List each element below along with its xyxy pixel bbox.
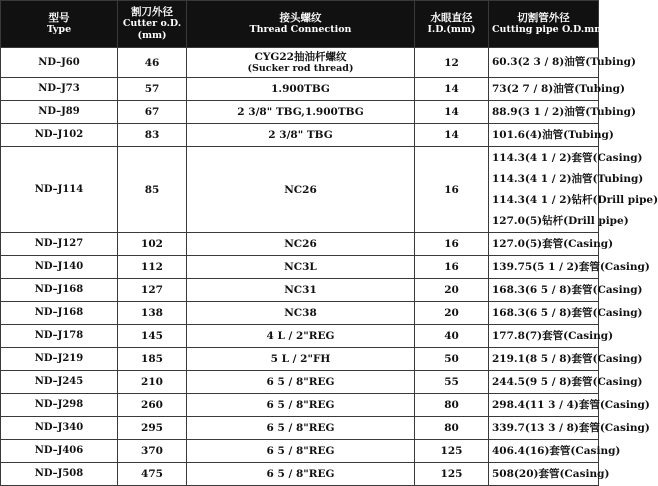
cutter-od-cell: 67	[118, 101, 187, 124]
pipe-line: 88.9(3 1 / 2)油管(Tubing)	[492, 105, 636, 118]
pipe-line: 244.5(9 5 / 8)套管(Casing)	[492, 375, 643, 388]
cutter-od-cell: 112	[118, 256, 187, 279]
cutter-od-cell: 370	[118, 440, 187, 463]
table-row	[1, 279, 599, 302]
cutting-pipe-cell	[489, 233, 614, 256]
thread-cell	[187, 101, 415, 124]
bore-cell: 16	[415, 256, 489, 279]
pipe-line: 114.3(4 1 / 2)钻杆(Drill pipe)	[492, 193, 658, 206]
model-cell: ND–J340	[1, 417, 118, 440]
cutter-od-cell: 185	[118, 348, 187, 371]
bore-cell: 20	[415, 302, 489, 325]
bore-cell: 14	[415, 124, 489, 147]
cutter-od-cell: 138	[118, 302, 187, 325]
header-cutter-od: 割刀外径 Cutter o.D. (mm)	[118, 1, 187, 48]
bore-cell: 50	[415, 348, 489, 371]
table-row	[1, 417, 599, 440]
pipe-line: 406.4(16)套管(Casing)	[492, 444, 621, 457]
bore-cell: 12	[415, 48, 489, 78]
cutting-pipe-cell	[489, 463, 610, 486]
thread-line: 6 5 / 8"REG	[266, 399, 335, 411]
pipe-line: 73(2 7 / 8)油管(Tubing)	[492, 82, 625, 95]
thread-cell	[187, 440, 415, 463]
pipe-line: 127.0(5)套管(Casing)	[492, 237, 614, 250]
thread-line: NC26	[284, 183, 317, 196]
cutting-pipe-cell	[489, 279, 643, 302]
cutter-od-cell: 85	[118, 147, 187, 233]
table-row	[1, 101, 599, 124]
cutting-pipe-cell	[489, 394, 650, 417]
cutting-pipe-cell	[489, 147, 658, 233]
table-row	[1, 325, 599, 348]
thread-cell	[187, 279, 415, 302]
cutting-pipe-cell	[489, 348, 643, 371]
pipe-line: 508(20)套管(Casing)	[492, 467, 610, 480]
thread-line: 4 L / 2"REG	[266, 330, 335, 342]
model-cell: ND–J178	[1, 325, 118, 348]
thread-cell	[187, 256, 415, 279]
pipe-line: 168.3(6 5 / 8)套管(Casing)	[492, 306, 643, 319]
table-row	[1, 124, 599, 147]
table-row	[1, 233, 599, 256]
bore-cell: 80	[415, 417, 489, 440]
bore-cell: 40	[415, 325, 489, 348]
bore-cell: 14	[415, 101, 489, 124]
bore-cell: 20	[415, 279, 489, 302]
cutting-pipe-cell	[489, 302, 643, 325]
thread-cell	[187, 124, 415, 147]
thread-cell	[187, 147, 415, 233]
table-row	[1, 394, 599, 417]
thread-line: 1.900TBG	[271, 83, 330, 95]
thread-line: 2 3/8" TBG,1.900TBG	[237, 106, 364, 118]
thread-line: NC3L	[284, 261, 317, 273]
cutter-od-cell: 260	[118, 394, 187, 417]
thread-line: NC38	[284, 307, 317, 319]
model-cell: ND–J114	[1, 147, 118, 233]
model-cell: ND–J219	[1, 348, 118, 371]
model-cell: ND–J168	[1, 302, 118, 325]
cutter-od-cell: 210	[118, 371, 187, 394]
thread-cell	[187, 348, 415, 371]
model-cell: ND–J140	[1, 256, 118, 279]
cutting-pipe-cell	[489, 417, 650, 440]
cutting-pipe-cell	[489, 325, 614, 348]
pipe-line: 60.3(2 3 / 8)油管(Tubing)	[492, 56, 636, 68]
table-row	[1, 256, 599, 279]
bore-cell: 16	[415, 233, 489, 256]
thread-line: (Sucker rod thread)	[247, 62, 354, 74]
thread-line: 6 5 / 8"REG	[266, 445, 335, 457]
model-cell: ND–J508	[1, 463, 118, 486]
thread-line: NC26	[284, 238, 317, 250]
cutting-pipe-cell	[489, 256, 650, 279]
thread-line: 2 3/8" TBG	[268, 129, 333, 141]
bore-cell: 125	[415, 463, 489, 486]
thread-cell	[187, 417, 415, 440]
bore-cell: 125	[415, 440, 489, 463]
model-cell: ND–J73	[1, 78, 118, 101]
table-row	[1, 302, 599, 325]
model-cell: ND–J102	[1, 124, 118, 147]
pipe-line: 127.0(5)钻杆(Drill pipe)	[492, 214, 629, 227]
pipe-line: 219.1(8 5 / 8)套管(Casing)	[492, 352, 643, 365]
header-model: 型号 Type	[1, 1, 118, 48]
pipe-line: 114.3(4 1 / 2)油管(Tubing)	[492, 172, 644, 185]
cutting-pipe-cell	[489, 371, 643, 394]
cutting-pipe-cell	[489, 124, 614, 147]
thread-cell	[187, 78, 415, 101]
table-header	[1, 1, 624, 48]
cutting-pipe-cell	[489, 48, 636, 78]
cutter-od-cell: 83	[118, 124, 187, 147]
cutter-od-cell: 475	[118, 463, 187, 486]
cutting-pipe-cell	[489, 78, 625, 101]
thread-cell	[187, 463, 415, 486]
bore-cell: 16	[415, 147, 489, 233]
pipe-line: 168.3(6 5 / 8)套管(Casing)	[492, 283, 643, 296]
pipe-line: 114.3(4 1 / 2)套管(Casing)	[492, 151, 643, 164]
table-row	[1, 348, 599, 371]
thread-cell	[187, 233, 415, 256]
thread-cell	[187, 302, 415, 325]
table-row	[1, 48, 599, 78]
header-bore: 水眼直径 I.D.(mm)	[415, 1, 489, 48]
pipe-line: 298.4(11 3 / 4)套管(Casing)	[492, 398, 650, 411]
cutter-od-cell: 145	[118, 325, 187, 348]
cutter-od-cell: 295	[118, 417, 187, 440]
pipe-line: 101.6(4)油管(Tubing)	[492, 128, 614, 141]
thread-line: 6 5 / 8"REG	[266, 468, 335, 480]
thread-cell	[187, 371, 415, 394]
table-row	[1, 371, 599, 394]
model-cell: ND–J406	[1, 440, 118, 463]
cutter-od-cell: 102	[118, 233, 187, 256]
header-cutting-pipe: 切割管外径 Cutting pipe O.D.mm(in)	[489, 1, 599, 48]
thread-line: 5 L / 2"FH	[270, 353, 331, 365]
header-thread: 接头螺纹 Thread Connection	[187, 1, 415, 48]
table-body	[1, 48, 658, 486]
model-cell: ND–J168	[1, 279, 118, 302]
cutter-od-cell: 46	[118, 48, 187, 78]
cutting-pipe-cell	[489, 440, 621, 463]
table-row	[1, 463, 599, 486]
table-row	[1, 78, 599, 101]
table-row	[1, 440, 599, 463]
thread-line: 6 5 / 8"REG	[266, 376, 335, 388]
thread-cell	[187, 48, 415, 78]
model-cell: ND–J298	[1, 394, 118, 417]
bore-cell: 14	[415, 78, 489, 101]
pipe-line: 177.8(7)套管(Casing)	[492, 329, 614, 342]
model-cell: ND–J60	[1, 48, 118, 78]
pipe-line: 339.7(13 3 / 8)套管(Casing)	[492, 421, 650, 434]
bore-cell: 55	[415, 371, 489, 394]
model-cell: ND–J89	[1, 101, 118, 124]
thread-line: CYG22抽油杆螺纹	[254, 50, 347, 63]
thread-cell	[187, 394, 415, 417]
cutting-pipe-cell	[489, 101, 636, 124]
thread-line: NC31	[284, 284, 317, 296]
table-row	[1, 147, 599, 233]
bore-cell: 80	[415, 394, 489, 417]
cutter-od-cell: 127	[118, 279, 187, 302]
thread-line: 6 5 / 8"REG	[266, 422, 335, 434]
model-cell: ND–J127	[1, 233, 118, 256]
model-cell: ND–J245	[1, 371, 118, 394]
thread-cell	[187, 325, 415, 348]
cutter-od-cell: 57	[118, 78, 187, 101]
pipe-line: 139.75(5 1 / 2)套管(Casing)	[492, 260, 650, 273]
